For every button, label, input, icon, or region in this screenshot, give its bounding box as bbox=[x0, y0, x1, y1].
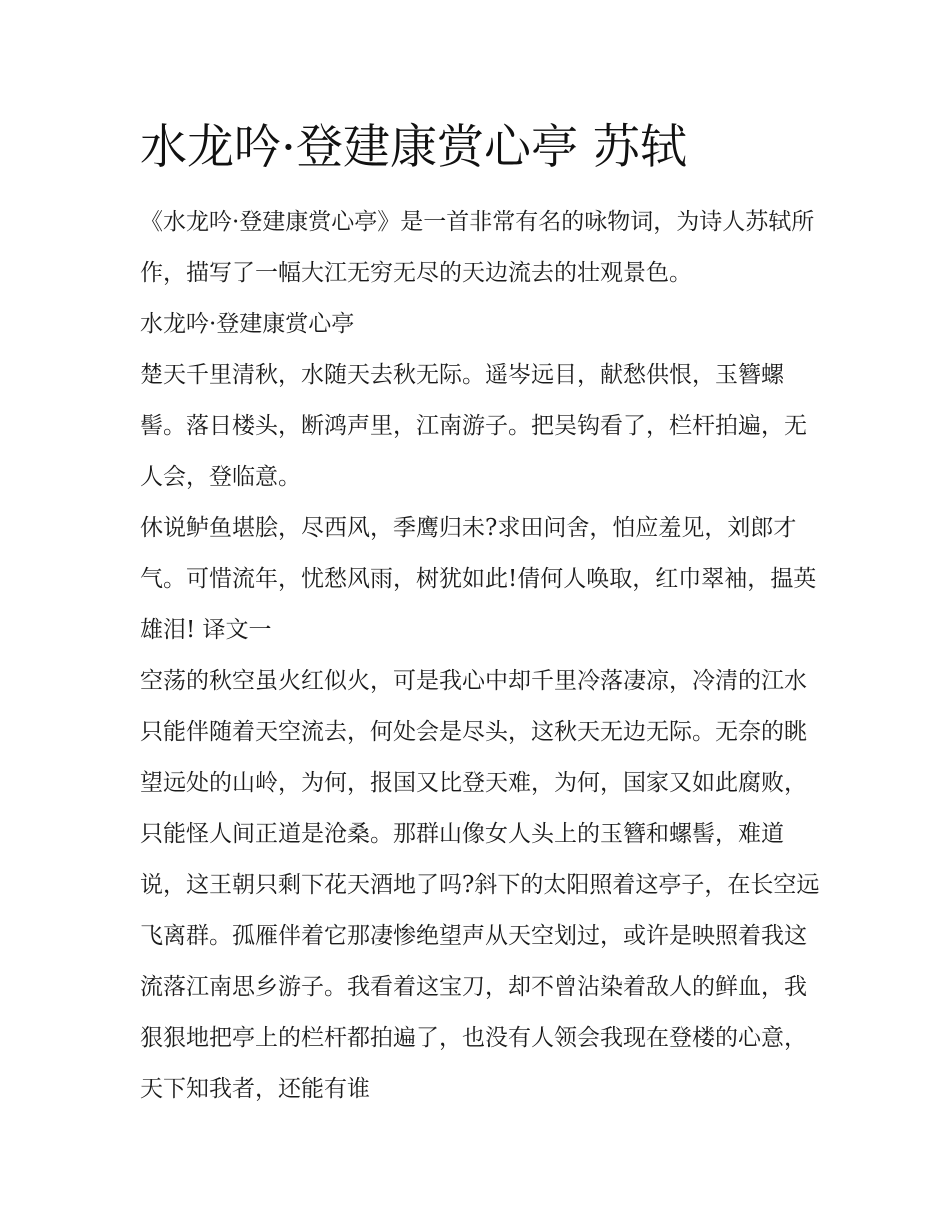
page-title: 水龙吟·登建康赏心亭 苏轼 bbox=[140, 120, 687, 175]
poem-stanza-2: 休说鲈鱼堪脍，尽西风，季鹰归未?求田问舍，怕应羞见，刘郎才气。可惜流年，忧愁风雨，树犹如此!倩何人唤取，红巾翠袖，揾英雄泪! 译文一 bbox=[140, 515, 817, 643]
translation-paragraph: 空荡的秋空虽火红似火，可是我心中却千里冷落凄凉，冷清的江水只能伴随着天空流去，何处会是尽头，这秋天无边无际。无奈的眺望远处的山岭，为何，报国又比登天难，为何，国家又如此腐败，只能怪人间正道是沧桑。那群山像女人头上的玉簪和螺髻，难道说，这王朝只剩下花天酒地了吗?斜下的太阳照着这亭子，在长空远飞离群。孤雁伴着它那凄惨绝望声从天空划过，或许是映照着我这流落江南思乡游子。我看着这宝刀，却不曾沾染着敌人的鲜血，我狠狠地把亭上的栏杆都拍遍了，也没有人领会我现在登楼的心意，天下知我者，还能有谁 bbox=[140, 668, 820, 1102]
intro-paragraph: 《水龙吟·登建康赏心亭》是一首非常有名的咏物词，为诗人苏轼所作，描写了一幅大江无穷无尽的天边流去的壮观景色。 bbox=[140, 209, 815, 286]
poem-stanza-1: 楚天千里清秋，水随天去秋无际。遥岑远目，献愁供恨，玉簪螺髻。落日楼头，断鸿声里，江南游子。把吴钩看了，栏杆拍遍，无人会，登临意。 bbox=[140, 362, 807, 490]
document-body bbox=[140, 197, 820, 1115]
poem-heading: 水龙吟·登建康赏心亭 bbox=[140, 311, 355, 337]
